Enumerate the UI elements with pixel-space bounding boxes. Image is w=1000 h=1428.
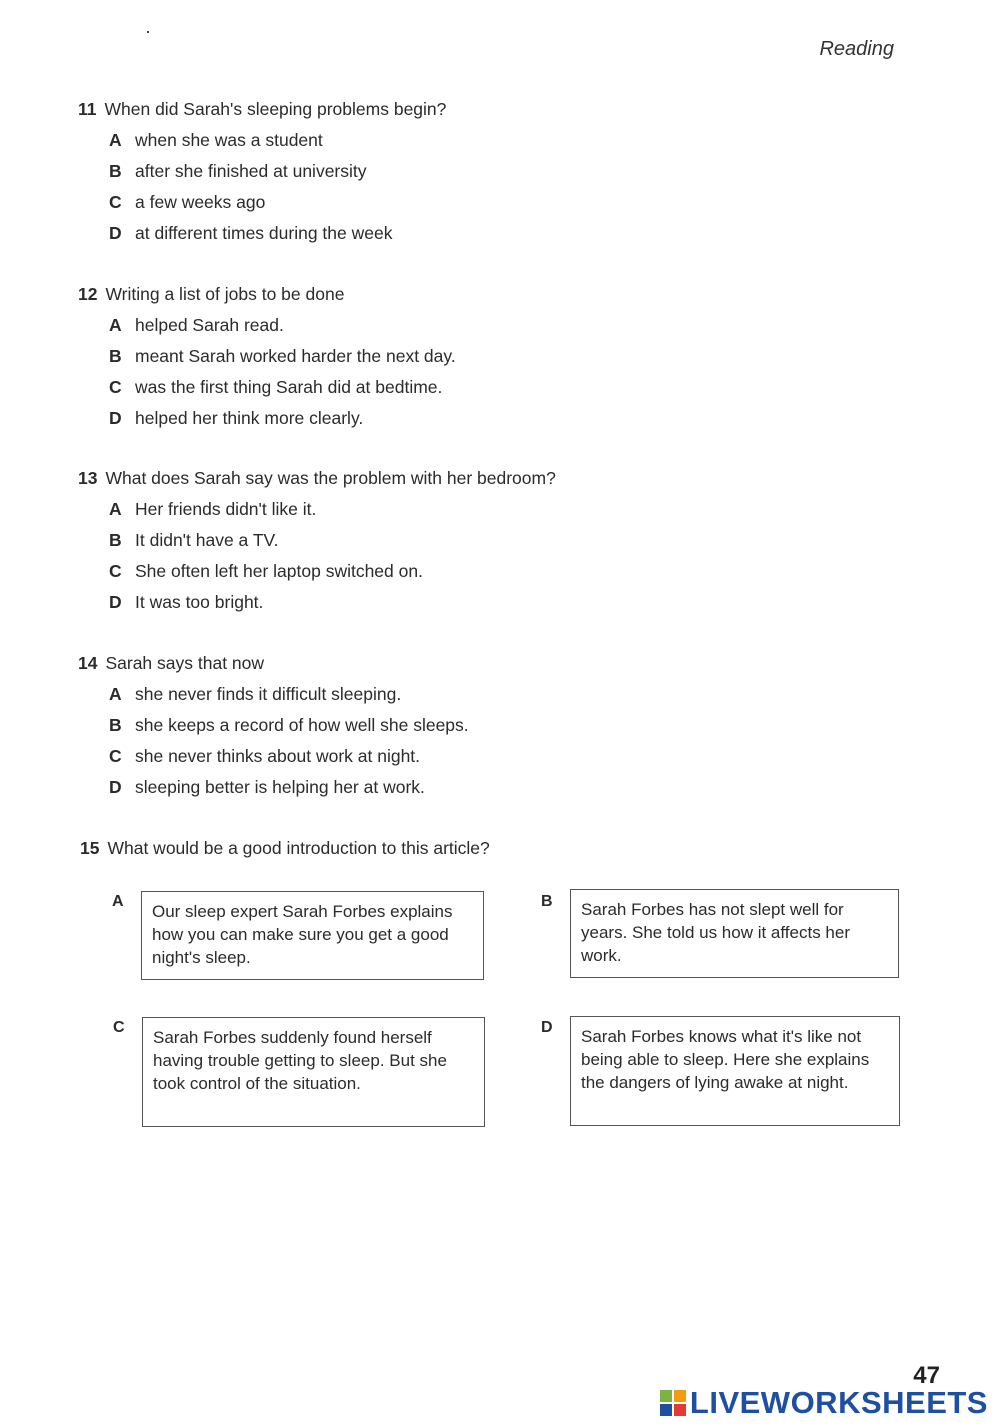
option-c[interactable]: C was the first thing Sarah did at bedtime. — [109, 377, 443, 397]
intro-option-b[interactable]: Sarah Forbes has not slept well for years. She told us how it affects her work. — [570, 889, 899, 978]
intro-letter-c: C — [113, 1019, 125, 1036]
option-c[interactable]: C She often left her laptop switched on. — [109, 561, 423, 581]
question-12 — [78, 279, 838, 434]
option-b[interactable]: B meant Sarah worked harder the next day. — [109, 346, 456, 366]
option-b[interactable]: B after she finished at university — [109, 161, 367, 181]
section-header: Reading — [819, 38, 894, 60]
intro-option-a[interactable]: Our sleep expert Sarah Forbes explains how you can make sure you get a good night's sleep. — [141, 891, 484, 980]
option-a[interactable]: A she never finds it difficult sleeping. — [109, 684, 402, 704]
question-11 — [78, 94, 838, 249]
option-a[interactable]: A when she was a student — [109, 130, 323, 150]
question-number: 13 — [78, 468, 98, 488]
question-number: 12 — [78, 284, 98, 304]
option-c[interactable]: C she never thinks about work at night. — [109, 746, 421, 766]
question-13 — [78, 463, 838, 618]
brand-grid-icon — [660, 1390, 686, 1416]
question-text: When did Sarah's sleeping problems begin? — [104, 99, 447, 119]
intro-letter-d: D — [541, 1019, 553, 1036]
question-text: What would be a good introduction to this article? — [107, 838, 490, 858]
question-text: What does Sarah say was the problem with her bedroom? — [105, 468, 556, 488]
question-number: 11 — [78, 99, 97, 119]
brand-text: LIVEWORKSHEETS — [689, 1385, 988, 1420]
option-a[interactable]: A Her friends didn't like it. — [109, 499, 317, 519]
option-d[interactable]: D helped her think more clearly. — [109, 408, 364, 428]
liveworksheets-logo[interactable] — [660, 1385, 988, 1421]
option-b[interactable]: B It didn't have a TV. — [109, 530, 279, 550]
option-c[interactable]: C a few weeks ago — [109, 192, 266, 212]
question-15 — [80, 833, 840, 864]
question-number: 14 — [78, 653, 98, 673]
question-number: 15 — [80, 838, 100, 858]
option-d[interactable]: D sleeping better is helping her at work. — [109, 777, 425, 797]
option-d[interactable]: D It was too bright. — [109, 592, 264, 612]
option-a[interactable]: A helped Sarah read. — [109, 315, 284, 335]
page-number: 47 — [913, 1362, 940, 1389]
question-text: Sarah says that now — [105, 653, 265, 673]
scan-dot — [147, 31, 149, 33]
question-14 — [78, 648, 838, 803]
intro-option-d[interactable]: Sarah Forbes knows what it's like not being able to sleep. Here she explains the dangers of lying awake at night. — [570, 1016, 900, 1126]
intro-letter-b: B — [541, 893, 553, 910]
option-d[interactable]: D at different times during the week — [109, 223, 393, 243]
intro-option-c[interactable]: Sarah Forbes suddenly found herself having trouble getting to sleep. But she took control of the situation. — [142, 1017, 485, 1127]
question-text: Writing a list of jobs to be done — [105, 284, 345, 304]
intro-letter-a: A — [112, 893, 124, 910]
option-b[interactable]: B she keeps a record of how well she sleeps. — [109, 715, 469, 735]
